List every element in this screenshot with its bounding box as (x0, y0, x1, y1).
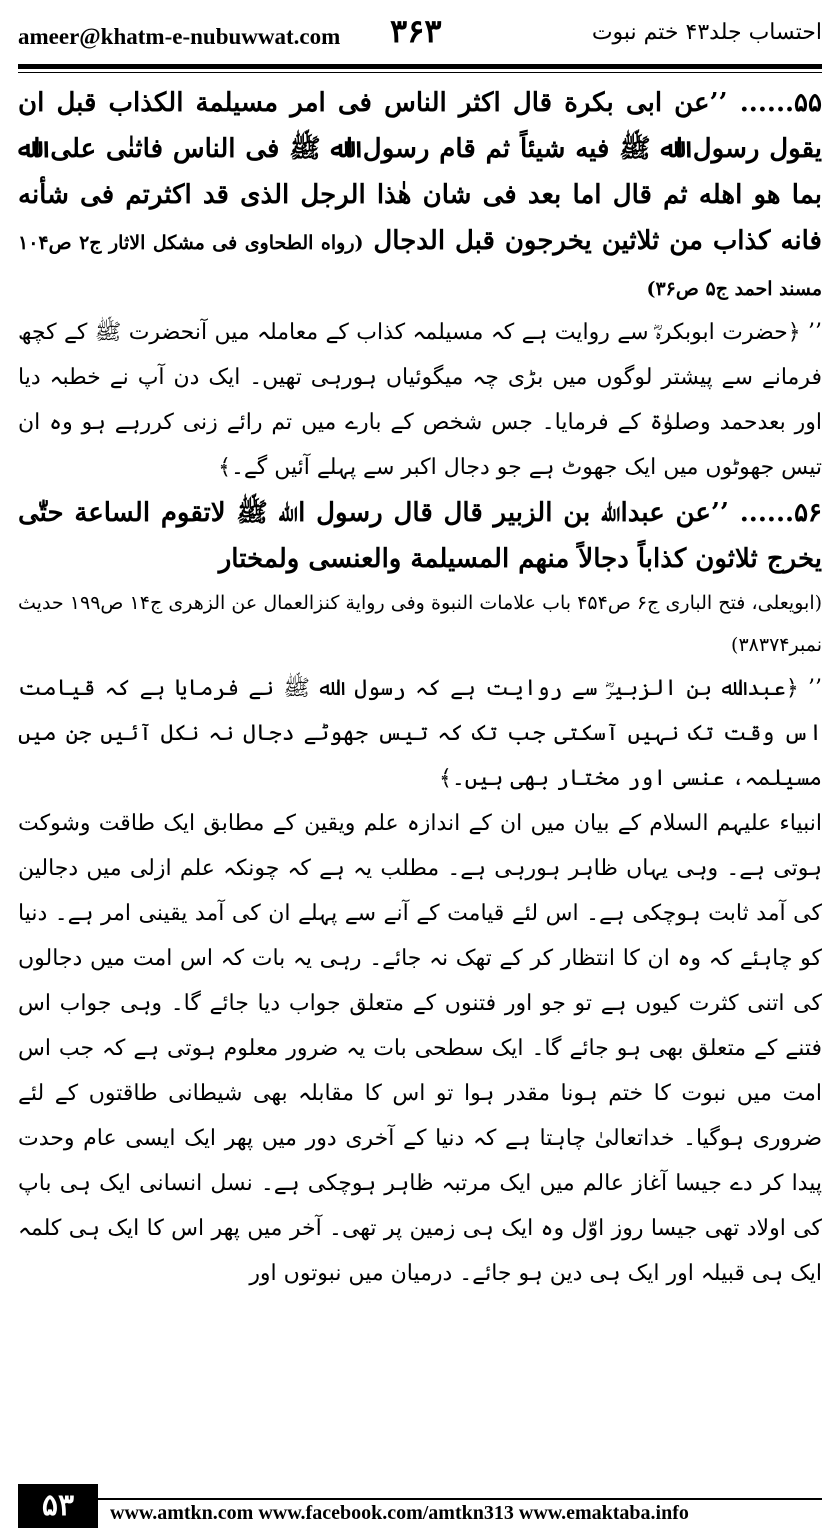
hadith-56-reference: (ابویعلی، فتح الباری ج۶ ص۴۵۴ باب علامات النبوة وفی روایة کنزالعمال عن الزهری ج۱۴ ص۱۹۹ حدیث نمبر۳۸۳۷۴) (18, 592, 823, 656)
commentary-paragraph: انبیاء علیہم السلام کے بیان میں ان کے اندازہ علم ویقین کے مطابق ایک طاقت وشوکت ہوتی ہے۔ وہی یہاں ظاہر ہورہی ہے۔ مطلب یہ ہے کہ چونکہ علم ازلی میں دجالین کی آمد ثابت ہوچکی ہے۔ اس لئے قیامت کے آنے سے پہلے ان کی آمد یقینی امر ہے۔ دنیا کو چاہئے کہ وہ ان کا انتظار کر کے تھک نہ جائے۔ رہی یہ بات کہ اس امت میں دجالوں کی اتنی کثرت کیوں ہے تو جو اور فتنوں کے متعلق جواب دیا جائے گا۔ وہی جواب اس فتنے کے متعلق بھی ہو جائے گا۔ ایک سطحی بات یہ ضرور معلوم ہوتی ہے کہ جب اس امت میں نبوت کا ختم ہونا مقدر ہوا تو اس کا مقابلہ بھی شیطانی طاقتوں کے لئے ضروری ہوگیا۔ خداتعالیٰ چاہتا ہے کہ دنیا کے آخری دور میں پھر ایک ایسی عام وحدت پیدا کر دے جیسا آغاز عالم میں ایک مرتبہ ظاہر ہوچکی ہے۔ نسل انسانی ایک ہی باپ کی اولاد تھی جیسا روز اوّل وہ ایک ہی زمین پر تھی۔ آخر میں پھر اس کا ایک ہی کلمہ ایک ہی قبیلہ اور ایک ہی دین ہو جائے۔ درمیان میں نبوتوں اور (18, 811, 823, 1286)
hadith-55-reference: (رواه الطحاوی فی مشکل الاثار ج۲ ص۱۰۴ مسند احمد ج۵ ص۳۶) (18, 232, 822, 300)
footer-urls: www.amtkn.com www.facebook.com/amtkn313 www.emaktaba.info (110, 1502, 689, 1524)
hadith-56-arabic: ’’عن عبداﷲ بن الزبیر قال قال رسول اﷲ ﷺ لاتقوم الساعة حتّٰی یخرج ثلاثون کذاباً دجالاً منهم المسیلمة والعنسی ولمختار (18, 498, 822, 574)
hadith-55 (18, 80, 822, 310)
hadith-56 (18, 490, 822, 582)
book-title: احتساب جلد۴۳ ختم نبوت (591, 20, 822, 45)
footer-page-box: ۵۳ (18, 1484, 98, 1528)
hadith-55-number: ۵۵...... (739, 88, 822, 118)
header-rule (18, 64, 822, 69)
header-email: ameer@khatm-e-nubuwwat.com (18, 24, 341, 49)
footer-rule (98, 1498, 822, 1500)
hadith-56-translation: ’’ ﴿عبداﷲ بن الزبیرؓ سے روایت ہے کہ رسول اﷲ ﷺ نے فرمایا ہے کہ قیامت اس وقت تک نہیں آسکتی جب تک کہ تیس جھوٹے دجال نہ نکل آئیں جن میں مسیلمہ، عنسی اور مختار بھی ہیں۔﴾ (18, 676, 822, 791)
page-number: ۳۶۳ (390, 12, 442, 50)
hadith-56-number: ۵۶...... (739, 498, 822, 528)
hadith-55-translation: ’’ ﴿حضرت ابوبکرہؓ سے روایت ہے کہ مسیلمہ کذاب کے معاملہ میں آنحضرت ﷺ کے کچھ فرمانے سے پیشتر لوگوں میں بڑی چہ میگوئیاں ہورہی تھیں۔ ایک دن آپ نے خطبہ دیا اور بعدحمد وصلوٰۃ کے فرمایا۔ جس شخص کے بارے میں تم رائے زنی کررہے ہو وہ ان تیس جھوٹوں میں ایک جھوٹ ہے جو دجال اکبر سے پہلے آئیں گے۔﴾ (18, 320, 822, 480)
hadith-55-arabic: ’’عن ابی بکرة قال اکثر الناس فی امر مسیلمة الکذاب قبل ان یقول رسول اﷲ ﷺ فیه شیئاً ثم قام رسول اﷲ ﷺ فی الناس فاثنٰی علی اﷲ بما هو اهله ثم قال اما بعد فی شان هٰذا الرجل الذی قد اکثرتم فی شأنه فانه کذاب من ثلاثین یخرجون قبل الدجال (18, 88, 822, 256)
page-header (18, 6, 822, 66)
page-footer (18, 1484, 822, 1534)
header-rule-thin (18, 72, 822, 73)
page-content (18, 80, 822, 1296)
